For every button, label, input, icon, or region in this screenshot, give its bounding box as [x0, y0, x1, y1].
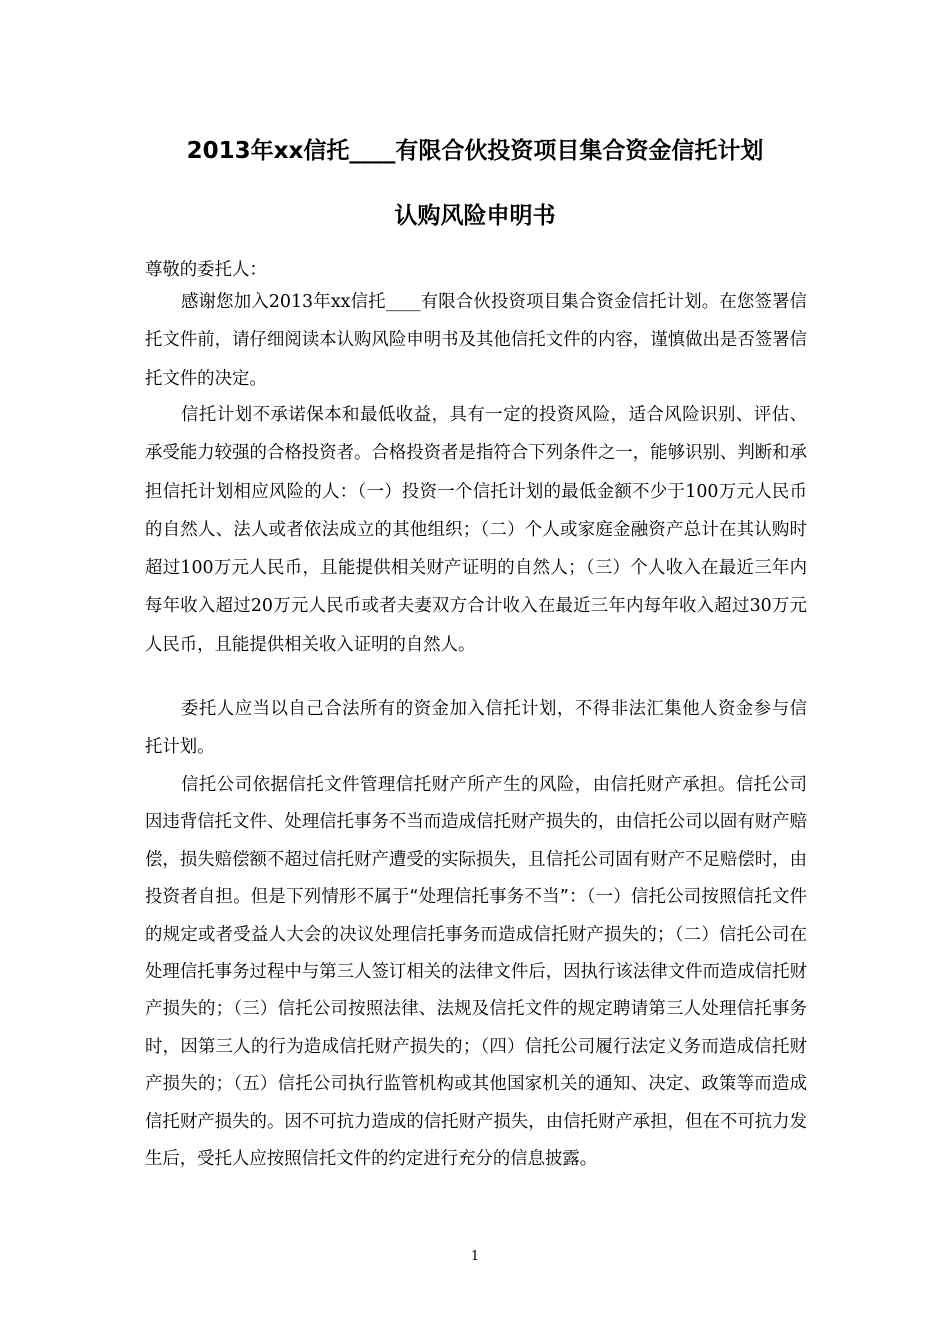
page-number: 1	[470, 1249, 480, 1264]
paragraph-risk-allocation: 信托公司依据信托文件管理信托财产所产生的风险，由信托财产承担。信托公司因违背信托文件、处理信托事务不当而造成信托财产损失的，由信托公司以固有财产赔偿，损失赔偿额不超过信托财产遭受的实际损失，且信托公司固有财产不足赔偿时，由投资者自担。但是下列情形不属于“处理信托事务不当”：（一）信托公司按照信托文件的规定或者受益人大会的决议处理信托事务而造成信托财产损失的；（二）信托公司在处理信托事务过程中与第三人签订相关的法律文件后，因执行该法律文件而造成信托财产损失的；（三）信托公司按照法律、法规及信托文件的规定聘请第三人处理信托事务时，因第三人的行为造成信托财产损失的；（四）信托公司履行法定义务而造成信托财产损失的；（五）信托公司执行监管机构或其他国家机关的通知、决定、政策等而造成信托财产损失的。因不可抗力造成的信托财产损失，由信托财产承担，但在不可抗力发生后，受托人应按照信托文件的约定进行充分的信息披露。	[145, 775, 807, 1170]
paragraph-introduction: 感谢您加入2013年xx信托____有限合伙投资项目集合资金信托计划。在您签署信托文件前，请仔细阅读本认购风险申明书及其他信托文件的内容，谨慎做出是否签署信托文件的决定。	[145, 292, 807, 389]
document-subtitle: 认购风险申明书	[394, 203, 556, 229]
document-title: 2013年xx信托____有限合伙投资项目集合资金信托计划	[186, 138, 764, 164]
salutation: 尊敬的委托人：	[145, 260, 267, 280]
paragraph-legal-funds: 委托人应当以自己合法所有的资金加入信托计划，不得非法汇集他人资金参与信托计划。	[145, 699, 807, 758]
paragraph-qualified-investor: 信托计划不承诺保本和最低收益，具有一定的投资风险，适合风险识别、评估、承受能力较强的合格投资者。合格投资者是指符合下列条件之一，能够识别、判断和承担信托计划相应风险的人：（一）投资一个信托计划的最低金额不少于100万元人民币的自然人、法人或者依法成立的其他组织；（二）个人或家庭金融资产总计在其认购时超过100万元人民币，且能提供相关财产证明的自然人；（三）个人收入在最近三年内每年收入超过20万元人民币或者夫妻双方合计收入在最近三年内每年收入超过30万元人民币，且能提供相关收入证明的自然人。	[145, 405, 807, 655]
